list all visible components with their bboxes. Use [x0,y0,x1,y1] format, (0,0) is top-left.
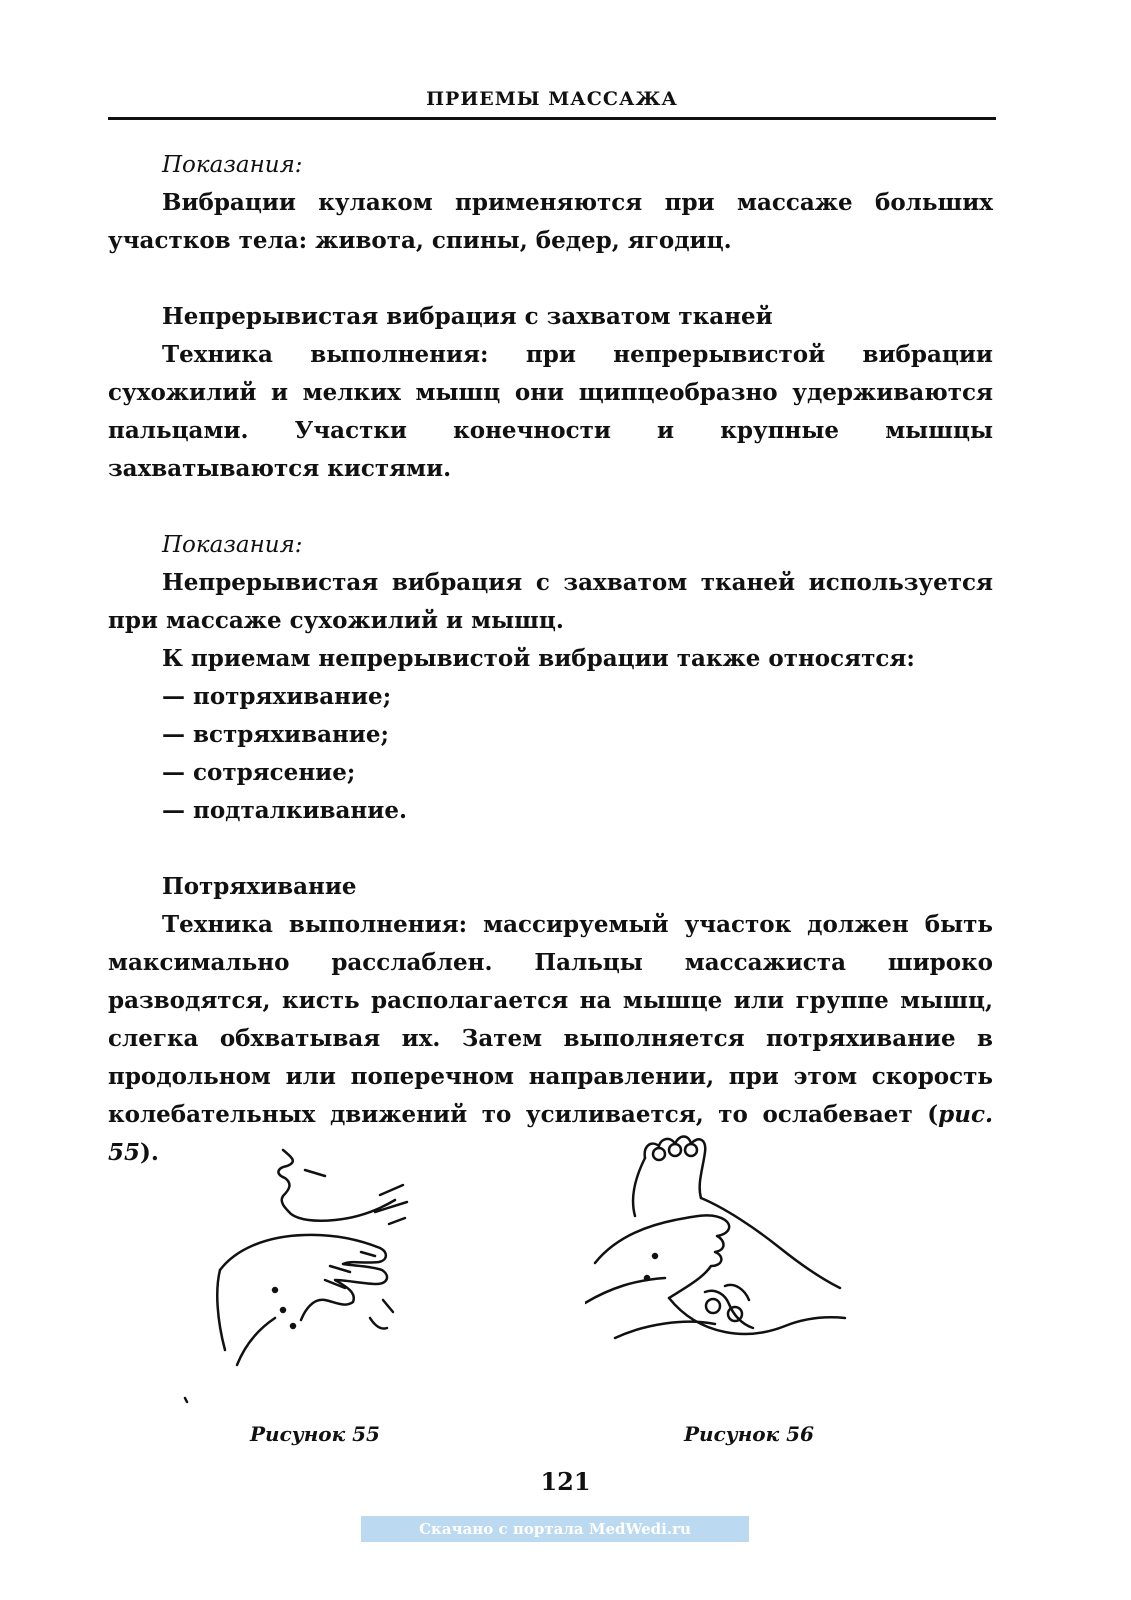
paragraph-tail: ). [140,1139,159,1166]
header-rule [108,117,996,120]
paragraph: К приемам непрерывистой вибрации также относятся: [162,645,915,672]
running-header: ПРИЕМЫ МАССАЖА [426,88,678,110]
figure-caption: Рисунок 55 [250,1422,380,1446]
section-heading: Потряхивание [162,873,357,900]
paragraph-text: Техника выполнения: массируемый участок должен быть максимально расслаблен. Пальцы массажиста широко разводятся, кисть располагается на мышце или группе мышц, слегка обхватывая их. Затем выполняется потряхивание в продольном или поперечном направлении, при этом скорость колебательных движений то усиливается, то ослабевает ( [108,911,993,1128]
paragraph [108,906,993,1172]
paragraph: Непрерывистая вибрация с захватом тканей используется при массаже сухожилий и мышц. [108,569,993,634]
page-number: 121 [540,1467,591,1496]
figure-caption: Рисунок 56 [684,1422,814,1446]
paragraph: Техника выполнения: при непрерывистой вибрации сухожилий и мелких мышц они щипцеобразно удерживаются пальцами. Участки конечности и крупные мышцы захватываются кистями. [108,341,993,482]
hand-on-foot-illustration [585,1128,855,1403]
hand-on-neck-illustration [175,1140,420,1410]
figure-reference[interactable]: рис. 55 [108,1101,993,1166]
page-body [108,146,993,1172]
list-item: — встряхивание; [162,721,389,748]
list-item: — сотрясение; [162,759,356,786]
list-item: — потряхивание; [162,683,392,710]
section-label: Показания: [162,532,303,558]
section-heading: Непрерывистая вибрация с захватом тканей [162,303,773,330]
section-label: Показания: [162,152,303,178]
list-item: — подталкивание. [162,797,407,824]
paragraph: Вибрации кулаком применяются при массаже больших участков тела: живота, спины, бедер, ягодиц. [108,189,993,254]
watermark-banner[interactable]: Скачано с портала MedWedi.ru [361,1516,749,1542]
